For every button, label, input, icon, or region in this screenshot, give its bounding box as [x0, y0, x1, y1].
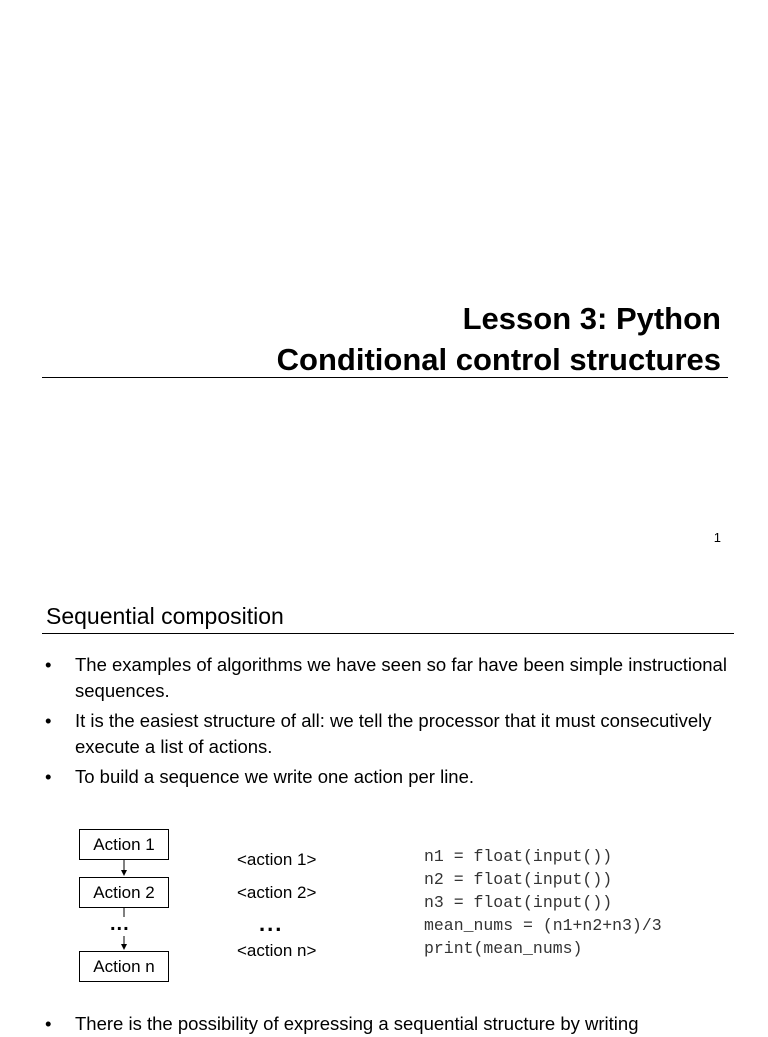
code-line: n2 = float(input()): [424, 870, 613, 889]
pseudocode-line-1: <action 1>: [237, 850, 317, 869]
flowchart-box-action-1: Action 1: [79, 829, 169, 860]
slide-1-title-line-1: Lesson 3: Python: [462, 301, 721, 336]
bullet-text: To build a sequence we write one action per line.: [75, 766, 475, 787]
pseudocode-dots: ...: [259, 911, 284, 936]
bullet-text: There is the possibility of expressing a sequential structure by writing: [75, 1013, 639, 1034]
slide-1-title-line-2: Conditional control structures: [276, 342, 721, 377]
pseudocode-line-n: <action n>: [237, 941, 317, 960]
bullet-list: [45, 652, 745, 795]
code-line: n1 = float(input()): [424, 847, 613, 866]
slide-1-divider: [42, 377, 728, 378]
bullet-mark: •: [45, 1013, 52, 1034]
slide-2-divider: [42, 633, 734, 634]
bullet-text: The examples of algorithms we have seen so far have been simple instructional sequences.: [75, 654, 727, 701]
code-line: mean_nums = (n1+n2+n3)/3: [424, 916, 662, 935]
flowchart-box-action-n: Action n: [79, 951, 169, 982]
flowchart-box-action-2: Action 2: [79, 877, 169, 908]
slide-2-title: Sequential composition: [46, 603, 284, 629]
page-number: 1: [713, 530, 721, 545]
bullet-mark: •: [45, 766, 52, 787]
bullet-item: [45, 652, 745, 703]
code-line: n3 = float(input()): [424, 893, 613, 912]
bullet-mark: •: [45, 710, 52, 731]
code-block: [424, 845, 662, 960]
bullet-item: [45, 708, 745, 759]
bullet-mark: •: [45, 654, 52, 675]
code-line: print(mean_nums): [424, 939, 583, 958]
bullet-text: It is the easiest structure of all: we tell the processor that it must consecutively execute a list of actions.: [75, 710, 712, 757]
pseudocode-line-2: <action 2>: [237, 883, 317, 902]
bullet-item: [45, 764, 745, 790]
slide-1-title: [277, 298, 721, 380]
flowchart-dots: ...: [110, 913, 130, 935]
